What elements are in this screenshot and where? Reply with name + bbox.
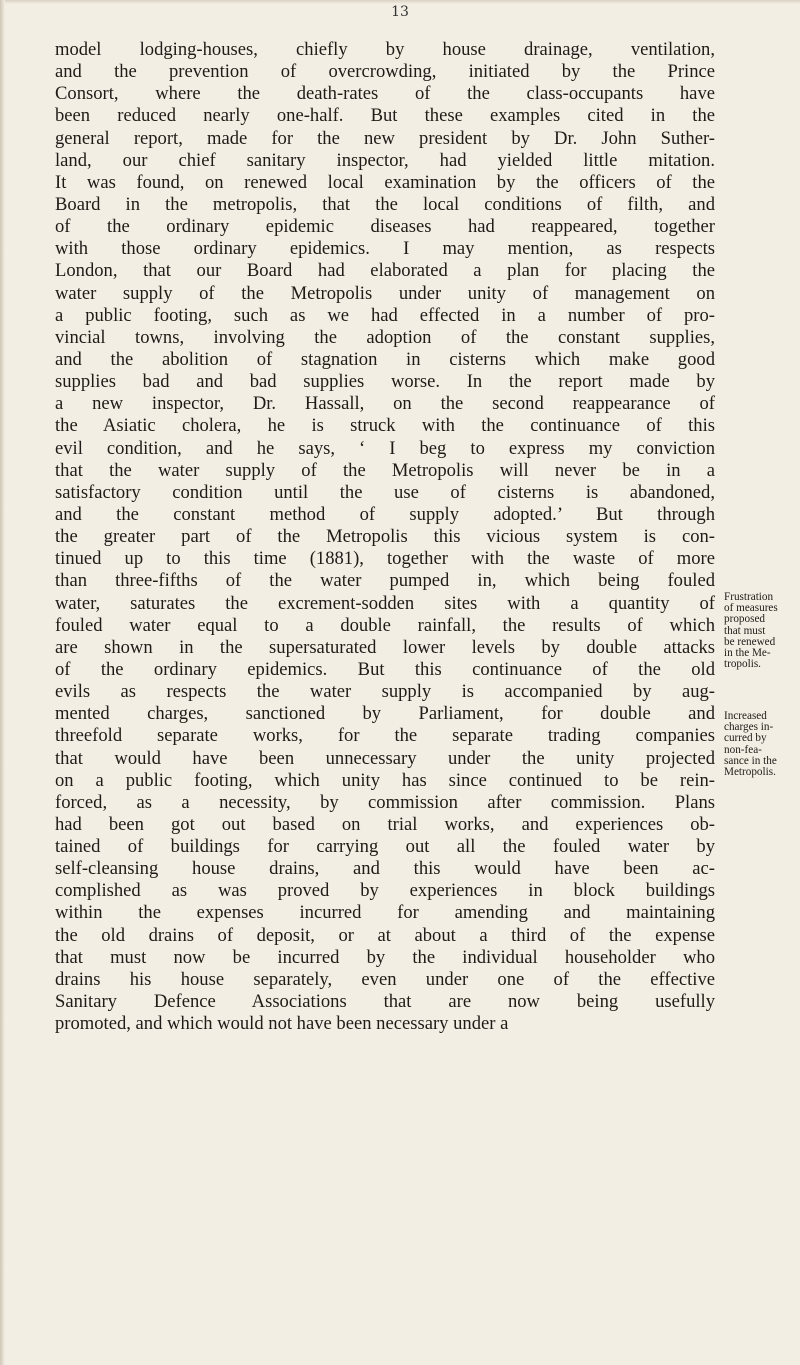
margin-note-line: tropolis. [724, 658, 761, 671]
margin-note-line: curred by [724, 732, 767, 745]
margin-note-line: proposed [724, 613, 766, 626]
text-line: a new inspector, Dr. Hassall, on the second reappearance of [55, 393, 715, 415]
text-line: model lodging-houses, chiefly by house drainage, ventilation, [55, 39, 715, 60]
text-line: are shown in the supersaturated lower levels by double attacks [55, 636, 715, 658]
text-line: and the abolition of stagnation in cisterns which make good [55, 348, 715, 370]
text-line: promoted, and which would not have been necessary under a [55, 1013, 509, 1035]
text-line: water, saturates the excrement-sodden sites with a quantity of [55, 592, 715, 614]
text-line: of the ordinary epidemics. But this continuance of the old [55, 658, 715, 680]
margin-note-line: sance in the [724, 754, 777, 767]
text-line: been reduced nearly one-half. But these examples cited in the [55, 105, 715, 127]
text-line: than three-fifths of the water pumped in, which being fouled [55, 570, 715, 592]
text-line: of the ordinary epidemic diseases had reappeared, together [55, 216, 715, 238]
text-line: the old drains of deposit, or at about a third of the expense [55, 924, 715, 946]
margin-note [724, 592, 800, 670]
margin-note-line: that must [724, 624, 766, 637]
text-line: on a public footing, which unity has since continued to be rein- [55, 769, 715, 791]
text-line: the Asiatic cholera, he is struck with the continuance of this [55, 415, 715, 437]
text-line: threefold separate works, for the separate trading companies [55, 725, 715, 747]
text-line: satisfactory condition until the use of cisterns is abandoned, [55, 481, 715, 503]
text-line: vincial towns, involving the adoption of the constant supplies, [55, 326, 715, 348]
margin-note-line: charges in- [724, 721, 774, 734]
text-line: the greater part of the Metropolis this vicious system is con- [55, 526, 715, 548]
text-line: evil condition, and he says, ‘ I beg to express my conviction [55, 437, 715, 459]
margin-note-line: be renewed [724, 635, 776, 648]
text-line: evils as respects the water supply is accompanied by aug- [55, 681, 715, 703]
margin-note-line: non-fea- [724, 743, 762, 756]
text-line: that would have been unnecessary under the unity projected [55, 747, 715, 769]
text-line: Consort, where the death-rates of the class-occupants have [55, 83, 715, 105]
text-line: mented charges, sanctioned by Parliament, for double and [55, 703, 715, 725]
text-line: drains his house separately, even under one of the effective [55, 968, 715, 990]
text-line: water supply of the Metropolis under unity of management on [55, 282, 715, 304]
margin-note-line: Metropolis. [724, 766, 776, 779]
text-line: general report, made for the new president by Dr. John Suther- [55, 127, 715, 149]
text-line: Sanitary Defence Associations that are now being usefully [55, 991, 715, 1013]
margin-note-line: in the Me- [724, 647, 771, 660]
margin-note [724, 711, 800, 778]
page-edge-left [0, 0, 5, 1365]
text-line: It was found, on renewed local examination by the officers of the [55, 171, 715, 193]
margin-note-line: Increased [724, 710, 767, 722]
text-line: forced, as a necessity, by commission after commission. Plans [55, 791, 715, 813]
margin-note-line: Frustration [724, 591, 774, 603]
text-line: complished as was proved by experiences in block buildings [55, 880, 715, 902]
text-line: London, that our Board had elaborated a plan for placing the [55, 260, 715, 282]
text-line: and the constant method of supply adopted.’ But through [55, 503, 715, 525]
text-line: that must now be incurred by the individual householder who [55, 946, 715, 968]
text-line: tinued up to this time (1881), together with the waste of more [55, 548, 715, 570]
text-line: supplies bad and bad supplies worse. In the report made by [55, 371, 715, 393]
text-line: that the water supply of the Metropolis will never be in a [55, 459, 715, 481]
text-line: and the prevention of overcrowding, initiated by the Prince [55, 61, 715, 83]
text-line: tained of buildings for carrying out all the fouled water by [55, 836, 715, 858]
text-line: within the expenses incurred for amending and maintaining [55, 902, 715, 924]
text-line: a public footing, such as we had effected in a number of pro- [55, 304, 715, 326]
text-line: fouled water equal to a double rainfall, the results of which [55, 614, 715, 636]
text-line: land, our chief sanitary inspector, had yielded little mitation. [55, 149, 715, 171]
text-line: had been got out based on trial works, and experiences ob- [55, 813, 715, 835]
text-line: self-cleansing house drains, and this would have been ac- [55, 858, 715, 880]
margin-note-line: of measures [724, 602, 778, 615]
body-text [55, 39, 715, 1035]
text-line: with those ordinary epidemics. I may mention, as respects [55, 238, 715, 260]
page-number: 13 [391, 4, 409, 20]
text-line: Board in the metropolis, that the local conditions of filth, and [55, 193, 715, 215]
